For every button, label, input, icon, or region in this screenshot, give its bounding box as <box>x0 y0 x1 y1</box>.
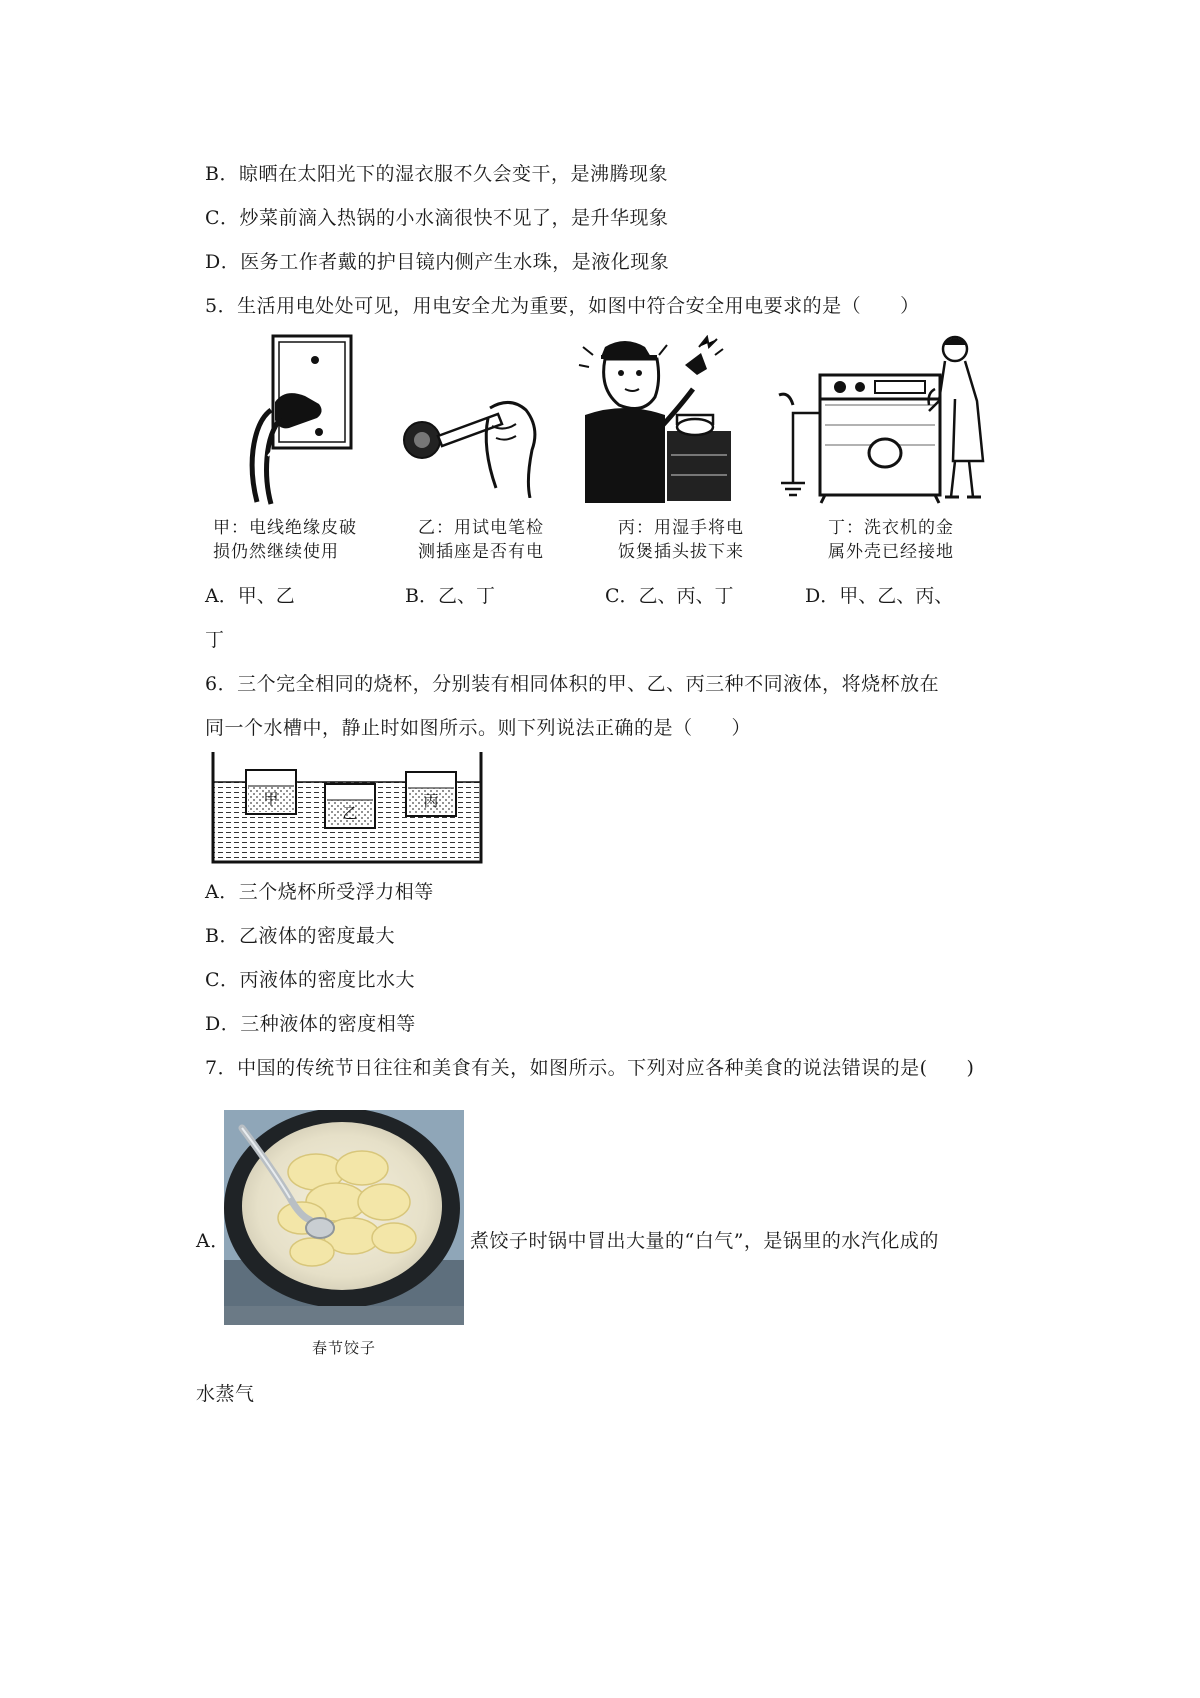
figure-wet-hand-unplug <box>575 335 735 505</box>
q5-option-c: C．乙、丙、丁 <box>605 585 734 607</box>
q6-stem-line1: 6．三个完全相同的烧杯，分别装有相同体积的甲、乙、丙三种不同液体，将烧杯放在 <box>205 673 940 695</box>
caption-ding-line1: 丁：洗衣机的金 <box>828 518 954 538</box>
beaker-label-yi: 乙 <box>342 804 358 822</box>
q4-option-c: C．炒菜前滴入热锅的小水滴很快不见了，是升华现象 <box>205 207 669 229</box>
q4-option-b: B．晾晒在太阳光下的湿衣服不久会变干，是沸腾现象 <box>205 163 668 185</box>
q5-stem: 5．生活用电处处可见，用电安全尤为重要，如图中符合安全用电要求的是（ ） <box>205 295 920 317</box>
q7-stem: 7．中国的传统节日往往和美食有关，如图所示。下列对应各种美食的说法错误的是( ) <box>205 1057 975 1079</box>
figure-grounded-washer <box>755 335 995 505</box>
caption-ding <box>828 516 954 564</box>
q5-option-d-wrap: 丁 <box>205 629 225 651</box>
q7-option-a-label: A． <box>196 1230 230 1252</box>
caption-jia-line2: 损仍然继续使用 <box>213 542 339 562</box>
figure-damaged-wire <box>235 332 375 507</box>
q6-stem-line2: 同一个水槽中，静止时如图所示。则下列说法正确的是（ ） <box>205 717 752 739</box>
beaker-label-bing: 丙 <box>423 792 439 810</box>
figure-water-tank-beakers <box>210 750 485 866</box>
q6-option-b: B．乙液体的密度最大 <box>205 925 395 947</box>
q5-option-a: A．甲、乙 <box>205 585 295 607</box>
q6-option-d: D．三种液体的密度相等 <box>205 1013 416 1035</box>
figure-test-pen <box>400 378 550 498</box>
q4-option-d: D．医务工作者戴的护目镜内侧产生水珠，是液化现象 <box>205 251 670 273</box>
q6-option-a: A．三个烧杯所受浮力相等 <box>205 881 434 903</box>
caption-jia-line1: 甲：电线绝缘皮破 <box>213 518 357 538</box>
q5-option-b: B．乙、丁 <box>405 585 495 607</box>
caption-ding-line2: 属外壳已经接地 <box>828 542 954 562</box>
caption-bing-line2: 饭煲插头拔下来 <box>618 542 744 562</box>
q7-option-a-wrap: 水蒸气 <box>196 1383 255 1405</box>
caption-yi <box>418 516 544 564</box>
q7-option-a-text: 煮饺子时锅中冒出大量的“白气”，是锅里的水汽化成的 <box>470 1230 939 1252</box>
caption-jia <box>213 516 357 564</box>
dumpling-photo-caption: 春节饺子 <box>312 1339 377 1357</box>
caption-yi-line1: 乙：用试电笔检 <box>418 518 544 538</box>
q6-option-c: C．丙液体的密度比水大 <box>205 969 416 991</box>
caption-yi-line2: 测插座是否有电 <box>418 542 544 562</box>
dumpling-photo <box>224 1110 464 1325</box>
beaker-label-jia: 甲 <box>263 790 279 808</box>
caption-bing-line1: 丙：用湿手将电 <box>618 518 744 538</box>
caption-bing <box>618 516 744 564</box>
q5-option-d: D．甲、乙、丙、 <box>805 585 954 607</box>
